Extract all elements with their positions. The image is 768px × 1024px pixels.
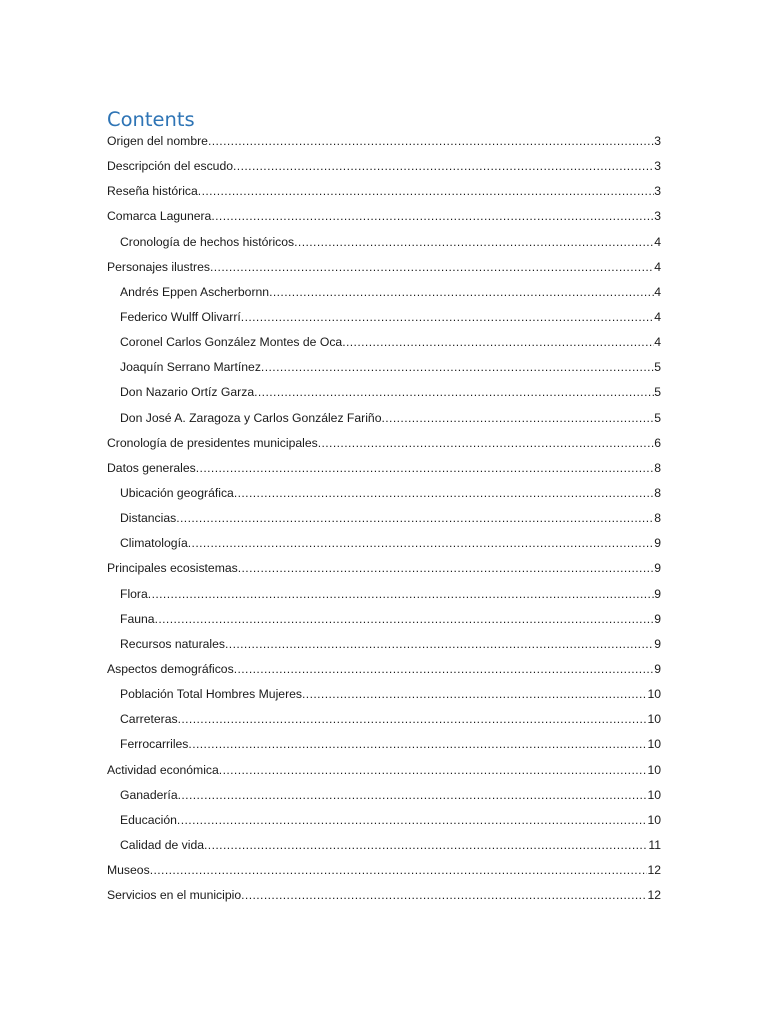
toc-entry-page-number[interactable]: 8 — [654, 485, 661, 500]
toc-entry-label[interactable]: Población Total Hombres Mujeres — [120, 687, 302, 702]
toc-entry-label[interactable]: Cronología de hechos históricos — [120, 234, 295, 249]
toc-entry-page-number[interactable]: 11 — [648, 837, 661, 852]
toc-entry-page-number[interactable]: 10 — [647, 787, 661, 802]
toc-entry-page-number[interactable]: 5 — [654, 410, 661, 425]
toc-entry[interactable] — [107, 408, 661, 433]
toc-dot-leader — [225, 634, 654, 654]
toc-entry[interactable] — [107, 508, 661, 533]
toc-dot-leader — [381, 408, 654, 428]
toc-entry-page-number[interactable]: 12 — [647, 863, 661, 878]
toc-entry[interactable] — [107, 558, 661, 583]
toc-entry[interactable] — [107, 533, 661, 558]
toc-entry-label[interactable]: Datos generales — [107, 460, 196, 475]
toc-entry-page-number[interactable]: 9 — [654, 561, 661, 576]
toc-entry-label[interactable]: Fauna — [120, 611, 155, 626]
toc-entry[interactable] — [107, 734, 661, 759]
toc-entry-page-number[interactable]: 3 — [654, 209, 661, 224]
toc-entry-page-number[interactable]: 10 — [647, 762, 661, 777]
toc-dot-leader — [178, 709, 648, 729]
toc-entry-label[interactable]: Andrés Eppen Ascherbornn — [120, 284, 270, 299]
toc-entry-page-number[interactable]: 9 — [654, 636, 661, 651]
toc-entry[interactable] — [107, 332, 661, 357]
toc-entry-page-number[interactable]: 12 — [647, 888, 661, 903]
toc-entry-page-number[interactable]: 5 — [654, 360, 661, 375]
toc-entry-page-number[interactable]: 9 — [654, 661, 661, 676]
toc-entry[interactable] — [107, 257, 661, 282]
toc-entry-label[interactable]: Climatología — [120, 536, 188, 551]
toc-dot-leader — [302, 684, 647, 704]
toc-entry-page-number[interactable]: 3 — [654, 184, 661, 199]
toc-dot-leader — [254, 382, 654, 402]
toc-dot-leader — [233, 156, 654, 176]
toc-entry-label[interactable]: Aspectos demográficos — [107, 661, 234, 676]
toc-entry-page-number[interactable]: 6 — [654, 435, 661, 450]
toc-entry-label[interactable]: Descripción del escudo — [107, 159, 234, 174]
toc-entry[interactable] — [107, 232, 661, 257]
toc-dot-leader — [261, 357, 654, 377]
toc-entry-page-number[interactable]: 5 — [654, 385, 661, 400]
toc-entry-label[interactable]: Distancias — [120, 511, 177, 526]
toc-entry-page-number[interactable]: 10 — [647, 687, 661, 702]
toc-dot-leader — [241, 885, 647, 905]
toc-entry[interactable] — [107, 709, 661, 734]
toc-entry[interactable] — [107, 785, 661, 810]
toc-entry[interactable] — [107, 860, 661, 885]
toc-dot-leader — [211, 206, 654, 226]
toc-dot-leader — [148, 584, 654, 604]
toc-entry-page-number[interactable]: 3 — [654, 159, 661, 174]
toc-entry-label[interactable]: Don Nazario Ortíz Garza — [120, 385, 255, 400]
toc-entry-page-number[interactable]: 8 — [654, 460, 661, 475]
toc-entry-page-number[interactable]: 9 — [654, 586, 661, 601]
toc-entry[interactable] — [107, 382, 661, 407]
toc-dot-leader — [188, 734, 647, 754]
toc-entry-page-number[interactable]: 4 — [654, 234, 661, 249]
toc-entry[interactable] — [107, 810, 661, 835]
toc-entry-page-number[interactable]: 10 — [647, 712, 661, 727]
toc-entry-label[interactable]: Federico Wulff Olivarrí — [120, 309, 241, 324]
toc-dot-leader — [155, 609, 655, 629]
toc-entry[interactable] — [107, 584, 661, 609]
toc-entry-label[interactable]: Principales ecosistemas — [107, 561, 238, 576]
toc-entry-page-number[interactable]: 10 — [647, 812, 661, 827]
toc-title: Contents — [107, 108, 195, 131]
toc-entry-label[interactable]: Personajes ilustres — [107, 259, 210, 274]
table-of-contents — [107, 107, 661, 910]
toc-dot-leader — [342, 332, 654, 352]
toc-entry-label[interactable]: Origen del nombre — [107, 134, 208, 148]
toc-entry-page-number[interactable]: 9 — [654, 611, 661, 626]
toc-dot-leader — [196, 458, 654, 478]
toc-entry-label[interactable]: Flora — [120, 586, 148, 601]
toc-dot-leader — [204, 835, 648, 855]
toc-entry-page-number[interactable]: 9 — [654, 536, 661, 551]
toc-entry[interactable] — [107, 609, 661, 634]
toc-entry-page-number[interactable]: 4 — [654, 259, 661, 274]
toc-entry[interactable] — [107, 483, 661, 508]
toc-entry-label[interactable]: Museos — [107, 863, 150, 878]
toc-entry[interactable] — [107, 181, 661, 206]
toc-entry-label[interactable]: Carreteras — [120, 712, 178, 727]
toc-dot-leader — [188, 533, 654, 553]
toc-entry-page-number[interactable]: 4 — [654, 284, 661, 299]
toc-dot-leader — [198, 181, 654, 201]
toc-dot-leader — [234, 659, 655, 679]
toc-entry[interactable] — [107, 282, 661, 307]
toc-dot-leader — [294, 232, 654, 252]
toc-entry[interactable] — [107, 835, 661, 860]
toc-dot-leader — [234, 483, 654, 503]
toc-dot-leader — [269, 282, 654, 302]
toc-dot-leader — [318, 433, 655, 453]
toc-entry-label[interactable]: Joaquín Serrano Martínez — [120, 360, 261, 375]
toc-entry-label[interactable]: Ubicación geográfica — [120, 485, 234, 500]
toc-entry-label[interactable]: Don José A. Zaragoza y Carlos González Fariño — [120, 410, 382, 425]
toc-entry[interactable] — [107, 458, 661, 483]
toc-entry-page-number[interactable]: 4 — [654, 309, 661, 324]
toc-entry[interactable] — [107, 885, 661, 910]
toc-entry-page-number[interactable]: 4 — [654, 335, 661, 350]
toc-dot-leader — [210, 257, 654, 277]
toc-entry-label[interactable]: Ferrocarriles — [120, 737, 189, 752]
toc-entry-label[interactable]: Servicios en el municipio — [107, 888, 242, 903]
toc-dot-leader — [176, 508, 654, 528]
toc-entry-label[interactable]: Recursos naturales — [120, 636, 225, 651]
toc-dot-leader — [208, 131, 654, 151]
toc-entry[interactable] — [107, 206, 661, 231]
toc-entry[interactable] — [107, 760, 661, 785]
toc-dot-leader — [241, 307, 654, 327]
toc-entry-label[interactable]: Actividad económica — [107, 762, 219, 777]
toc-entry-label[interactable]: Cronología de presidentes municipales — [107, 435, 318, 450]
toc-entry-page-number[interactable]: 8 — [654, 511, 661, 526]
toc-dot-leader — [178, 785, 648, 805]
toc-entry-label[interactable]: Ganadería — [120, 787, 178, 802]
toc-entry[interactable] — [107, 684, 661, 709]
toc-entry-label[interactable]: Comarca Lagunera — [107, 209, 212, 224]
toc-entry-label[interactable]: Calidad de vida — [120, 837, 205, 852]
toc-entry[interactable] — [107, 357, 661, 382]
toc-entry-page-number[interactable]: 3 — [654, 134, 661, 148]
toc-dot-leader — [238, 558, 654, 578]
toc-entry[interactable] — [107, 634, 661, 659]
toc-entry[interactable] — [107, 307, 661, 332]
toc-entry-label[interactable]: Educación — [120, 812, 177, 827]
toc-dot-leader — [177, 810, 648, 830]
toc-dot-leader — [150, 860, 648, 880]
toc-entry[interactable] — [107, 131, 661, 156]
toc-entry-label[interactable]: Reseña histórica — [107, 184, 198, 199]
toc-entry-label[interactable]: Coronel Carlos González Montes de Oca — [120, 335, 343, 350]
toc-dot-leader — [219, 760, 648, 780]
toc-list — [107, 131, 661, 910]
toc-entry[interactable] — [107, 156, 661, 181]
toc-entry-page-number[interactable]: 10 — [647, 737, 661, 752]
toc-entry[interactable] — [107, 433, 661, 458]
toc-entry[interactable] — [107, 659, 661, 684]
